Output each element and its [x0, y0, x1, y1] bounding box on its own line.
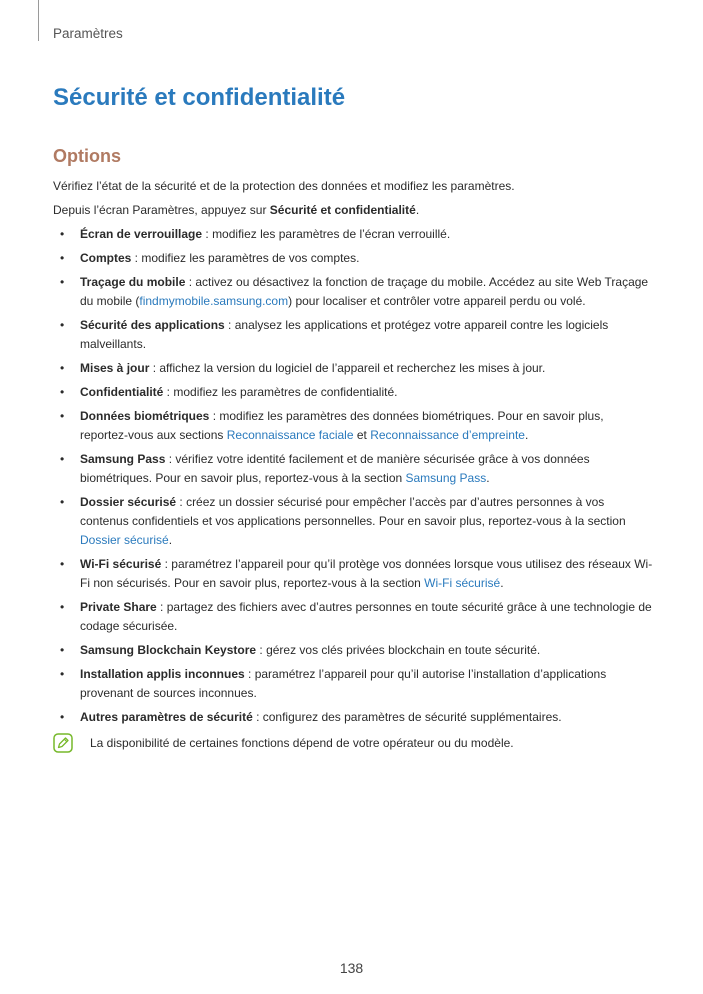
item-text: : créez un dossier sécurisé pour empêcher l’accès par d’autres personnes à vos contenus confidentiels et vos applications personnelles. Pour en savoir plus, reportez-vous à la section: [80, 495, 626, 528]
item-text: : modifiez les paramètres des données biométriques. Pour en savoir plus, reportez-vous aux sections: [80, 409, 604, 442]
list-item: [53, 316, 653, 354]
item-text: : paramétrez l’appareil pour qu’il protège vos données lorsque vous utilisez des réseaux Wi-Fi non sécurisés. Pour en savoir plus, reportez-vous à la section: [80, 557, 653, 590]
item-term: Private Share: [80, 600, 157, 614]
page-number: 138: [339, 960, 364, 976]
item-text: .: [524, 428, 529, 442]
item-text: .: [486, 471, 490, 485]
bullet: •: [60, 557, 65, 571]
note-text: La disponibilité de certaines fonctions dépend de votre opérateur ou du modèle.: [90, 736, 514, 750]
intro-paragraph: Vérifiez l’état de la sécurité et de la protection des données et modifiez les paramètres.: [53, 179, 515, 193]
item-term: Comptes: [80, 251, 132, 265]
item-term: Sécurité des applications: [80, 318, 225, 332]
item-text: : modifiez les paramètres de confidentialité.: [163, 385, 398, 399]
list-item: [53, 708, 653, 727]
options-list: [53, 225, 653, 727]
instruction-menu-name: Sécurité et confidentialité: [269, 203, 416, 217]
item-term: Autres paramètres de sécurité: [80, 710, 253, 724]
bullet: •: [60, 275, 65, 289]
list-item: [53, 407, 653, 445]
item-term: Dossier sécurisé: [80, 495, 177, 509]
list-item: [53, 359, 653, 378]
item-text: ) pour localiser et contrôler votre appareil perdu ou volé.: [288, 294, 586, 308]
item-text: : analysez les applications et protégez votre appareil contre les logiciels malveillants.: [80, 318, 609, 351]
samsung-pass-link[interactable]: Samsung Pass: [405, 471, 487, 485]
instruction-suffix: .: [415, 203, 420, 217]
instruction-paragraph: [53, 201, 653, 220]
list-item: [53, 249, 653, 268]
bullet: •: [60, 495, 65, 509]
item-text: : modifiez les paramètres de l’écran verrouillé.: [202, 227, 451, 241]
bullet: •: [60, 227, 65, 241]
item-term: Samsung Blockchain Keystore: [80, 643, 257, 657]
list-item: [53, 493, 653, 550]
item-text: .: [168, 533, 173, 547]
instruction-prefix: Depuis l’écran Paramètres, appuyez sur: [53, 203, 270, 217]
item-text: .: [500, 576, 504, 590]
bullet: •: [60, 452, 65, 466]
bullet: •: [60, 600, 65, 614]
item-term: Données biométriques: [80, 409, 210, 423]
bullet: •: [60, 385, 65, 399]
item-term: Wi-Fi sécurisé: [80, 557, 162, 571]
bullet: •: [60, 710, 65, 724]
bullet: •: [60, 667, 65, 681]
section-subtitle: Options: [53, 146, 121, 166]
face-recognition-link[interactable]: Reconnaissance faciale: [226, 428, 354, 442]
bullet: •: [60, 643, 65, 657]
item-text: : activez ou désactivez la fonction de traçage du mobile. Accédez au site Web Traçage du mobile (: [80, 275, 649, 308]
item-text: : paramétrez l’appareil pour qu’il autorise l’installation d’applications provenant de sources inconnues.: [80, 667, 607, 700]
item-term: Traçage du mobile: [80, 275, 186, 289]
list-item: [53, 450, 653, 488]
item-text: : vérifiez votre identité facilement et de manière sécurisée grâce à vos données biométriques. Pour en savoir plus, reportez-vous à la section: [80, 452, 590, 485]
item-text: : configurez des paramètres de sécurité supplémentaires.: [252, 710, 562, 724]
secure-folder-link[interactable]: Dossier sécurisé: [80, 533, 169, 547]
item-text: : affichez la version du logiciel de l’appareil et recherchez les mises à jour.: [149, 361, 546, 375]
note-block: [53, 734, 653, 753]
note-pencil-icon: [53, 733, 73, 753]
list-item: [53, 665, 653, 703]
fingerprint-recognition-link[interactable]: Reconnaissance d’empreinte: [370, 428, 525, 442]
item-term: Installation applis inconnues: [80, 667, 245, 681]
findmymobile-link[interactable]: findmymobile.samsung.com: [139, 294, 289, 308]
item-term: Confidentialité: [80, 385, 164, 399]
item-text: : modifiez les paramètres de vos comptes.: [131, 251, 360, 265]
bullet: •: [60, 318, 65, 332]
item-text: : partagez des fichiers avec d’autres personnes en toute sécurité grâce à une technologie de codage sécurisée.: [80, 600, 652, 633]
page-title: Sécurité et confidentialité: [53, 84, 346, 111]
bullet: •: [60, 251, 65, 265]
list-item: [53, 641, 653, 660]
list-item: [53, 383, 653, 402]
list-item: [53, 273, 653, 311]
bullet: •: [60, 361, 65, 375]
item-term: Écran de verrouillage: [80, 227, 203, 241]
list-item: [53, 225, 653, 244]
section-header: Paramètres: [53, 26, 123, 41]
item-term: Mises à jour: [80, 361, 150, 375]
secure-wifi-link[interactable]: Wi-Fi sécurisé: [424, 576, 501, 590]
list-item: [53, 598, 653, 636]
item-term: Samsung Pass: [80, 452, 166, 466]
item-text: : gérez vos clés privées blockchain en toute sécurité.: [256, 643, 541, 657]
bullet: •: [60, 409, 65, 423]
item-text: et: [353, 428, 371, 442]
content-body: [53, 177, 653, 753]
list-item: [53, 555, 653, 593]
header-divider: [38, 0, 39, 41]
